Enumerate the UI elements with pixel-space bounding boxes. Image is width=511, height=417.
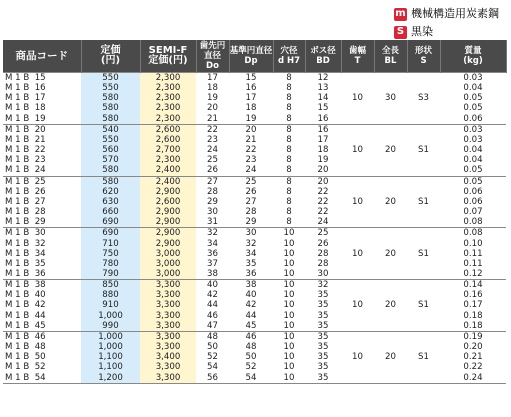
cell-semi: 3,400: [140, 352, 196, 362]
cell-do: 34: [207, 238, 218, 249]
header-semi: SEMI-F 定価(円): [140, 40, 196, 73]
cell-shape: S1: [407, 228, 440, 280]
cell-dp: 20: [229, 124, 273, 135]
cell-boss: 22: [317, 196, 329, 207]
cell-boss: 20: [305, 176, 341, 187]
cell-do: 18: [207, 83, 218, 94]
cell-price: 550: [81, 83, 140, 93]
cell-price: 690: [81, 217, 140, 228]
cell-code: M 1 B 15: [3, 73, 81, 84]
cell-dp: 15: [229, 73, 273, 84]
cell-mass: 0.08: [440, 228, 506, 239]
cell-boss: 20: [317, 165, 329, 176]
cell-dp: 18: [245, 103, 257, 114]
cell-mass: 0.11: [463, 258, 483, 269]
header-code: 商品コード: [3, 40, 81, 73]
cell-bore: 10: [283, 320, 295, 331]
cell-do: 27: [196, 176, 229, 187]
cell-bore: 10: [283, 238, 295, 249]
cell-boss: 35: [317, 372, 329, 383]
cell-code: M 1 B 40: [3, 290, 81, 300]
cell-mass: 0.14: [440, 280, 506, 291]
cell-code: M 1 B 32: [3, 239, 81, 249]
cell-code: M 1 B 18: [3, 103, 81, 113]
header-boss: ボス径 BD: [305, 40, 341, 73]
cell-code: M 1 B 29: [3, 217, 81, 228]
cell-do: 28: [207, 186, 218, 197]
cell-price: 1,100: [81, 352, 140, 362]
cell-mass: 0.18: [463, 320, 483, 331]
cell-do: 21: [207, 113, 218, 124]
cell-dp: 42: [245, 300, 257, 311]
cell-price: 780: [81, 259, 140, 269]
cell-semi: 3,300: [140, 290, 196, 300]
cell-price: 580: [81, 93, 140, 103]
cell-price: 580: [81, 103, 140, 113]
cell-price: 850: [81, 280, 140, 291]
header-width: 歯幅 T: [341, 40, 374, 73]
cell-semi: 2,600: [140, 135, 196, 145]
cell-bore: 8: [286, 145, 292, 156]
cell-semi: 2,900: [140, 228, 196, 239]
cell-price: 910: [81, 300, 140, 310]
cell-bore: 8: [286, 165, 292, 176]
cell-shape: S1: [407, 176, 440, 228]
cell-bore: 8: [286, 83, 292, 94]
cell-dp: 28: [245, 207, 257, 218]
spec-table: [3, 40, 507, 384]
cell-code: M 1 B 27: [3, 197, 81, 207]
cell-price: 660: [81, 207, 140, 217]
cell-boss: 15: [317, 103, 329, 114]
cell-boss: 26: [317, 238, 329, 249]
table-row: [3, 124, 506, 135]
cell-mass: 0.06: [463, 196, 483, 207]
cell-shape: S3: [407, 73, 440, 125]
cell-code: M 1 B 21: [3, 135, 81, 145]
cell-bore: 8: [286, 155, 292, 166]
cell-mass: 0.24: [463, 372, 483, 383]
cell-dp: 16: [245, 83, 257, 94]
cell-code: M 1 B 38: [3, 280, 81, 291]
cell-semi: 2,900: [140, 217, 196, 228]
cell-semi: 3,000: [140, 269, 196, 280]
cell-dp: 36: [245, 268, 257, 279]
cell-boss: 35: [317, 342, 329, 353]
cell-do: 23: [207, 134, 218, 145]
cell-semi: 2,300: [140, 93, 196, 103]
cell-price: 1,000: [81, 342, 140, 352]
header-dp: 基準円直径 Dp: [229, 40, 273, 73]
cell-mass: 0.05: [463, 93, 483, 104]
cell-bore: 10: [283, 258, 295, 269]
cell-do: 26: [207, 165, 218, 176]
cell-code: M 1 B 48: [3, 342, 81, 352]
cell-mass: 0.18: [463, 310, 483, 321]
cell-price: 620: [81, 187, 140, 197]
cell-bore: 8: [286, 113, 292, 124]
cell-price: 630: [81, 197, 140, 207]
cell-bore: 8: [286, 186, 292, 197]
cell-bore: 10: [273, 280, 305, 291]
cell-bore: 8: [273, 176, 305, 187]
cell-dp: 44: [245, 310, 257, 321]
cell-dp: 35: [245, 258, 257, 269]
cell-code: M 1 B 36: [3, 269, 81, 280]
cell-semi: 2,600: [140, 124, 196, 135]
cell-boss: 17: [317, 134, 329, 145]
cell-width: 10: [341, 73, 374, 125]
cell-mass: 0.03: [463, 134, 483, 145]
legend-material-label: 機械構造用炭素鋼: [411, 7, 499, 20]
cell-code: M 1 B 20: [3, 124, 81, 135]
cell-dp: 21: [245, 134, 257, 145]
cell-boss: 19: [317, 155, 329, 166]
cell-price: 550: [81, 73, 140, 84]
header-price: 定価 (円): [81, 40, 140, 73]
cell-mass: 0.06: [463, 113, 483, 124]
cell-dp: 48: [245, 342, 257, 353]
cell-bore: 10: [283, 342, 295, 353]
cell-code: M 1 B 34: [3, 249, 81, 259]
table-row: [3, 73, 506, 84]
cell-bore: 8: [286, 217, 292, 228]
cell-price: 1,100: [81, 362, 140, 372]
cell-dp: 23: [245, 155, 257, 166]
cell-code: M 1 B 28: [3, 207, 81, 217]
cell-code: M 1 B 44: [3, 311, 81, 321]
cell-boss: 35: [317, 300, 329, 311]
header-shape: 形状 S: [407, 40, 440, 73]
cell-width: 10: [341, 124, 374, 176]
cell-price: 1,000: [81, 311, 140, 321]
cell-code: M 1 B 23: [3, 155, 81, 165]
cell-mass: 0.05: [440, 176, 506, 187]
cell-boss: 35: [317, 362, 329, 373]
cell-length: 20: [374, 228, 407, 280]
cell-mass: 0.04: [463, 83, 483, 94]
legend-surface-row: [394, 24, 499, 40]
cell-code: M 1 B 26: [3, 187, 81, 197]
cell-dp: 19: [245, 113, 257, 124]
cell-dp: 32: [245, 238, 257, 249]
cell-dp: 29: [245, 217, 257, 228]
cell-semi: 3,000: [140, 259, 196, 269]
cell-boss: 35: [317, 290, 329, 301]
cell-price: 1,000: [81, 331, 140, 342]
cell-semi: 3,300: [140, 331, 196, 342]
cell-shape: S1: [407, 124, 440, 176]
cell-code: M 1 B 30: [3, 228, 81, 239]
cell-dp: 54: [245, 372, 257, 383]
cell-price: 540: [81, 124, 140, 135]
cell-boss: 30: [317, 268, 329, 279]
surface-badge-icon: S: [394, 26, 407, 39]
cell-do: 46: [207, 310, 218, 321]
cell-code: M 1 B 16: [3, 83, 81, 93]
cell-bore: 10: [283, 268, 295, 279]
cell-semi: 2,300: [140, 114, 196, 125]
cell-mass: 0.08: [463, 217, 483, 228]
cell-code: M 1 B 24: [3, 165, 81, 176]
cell-bore: 10: [283, 300, 295, 311]
table-body: [3, 73, 506, 384]
cell-do: 50: [207, 342, 218, 353]
cell-price: 580: [81, 176, 140, 187]
table-row: [3, 331, 506, 342]
cell-dp: 45: [245, 320, 257, 331]
cell-price: 790: [81, 269, 140, 280]
cell-mass: 0.10: [463, 238, 483, 249]
material-badge-icon: m: [395, 8, 406, 19]
header-do: 歯先円直径 Do: [196, 40, 229, 73]
cell-code: M 1 B 42: [3, 300, 81, 310]
cell-semi: 2,300: [140, 83, 196, 93]
cell-dp: 22: [245, 145, 257, 156]
cell-semi: 2,900: [140, 207, 196, 217]
cell-dp: 34: [245, 248, 257, 259]
cell-price: 750: [81, 249, 140, 259]
cell-semi: 2,400: [140, 165, 196, 176]
cell-bore: 10: [283, 352, 295, 363]
cell-price: 880: [81, 290, 140, 300]
cell-do: 47: [207, 320, 218, 331]
cell-code: M 1 B 50: [3, 352, 81, 362]
header-bore: 穴径 d H7: [273, 40, 305, 73]
cell-price: 550: [81, 135, 140, 145]
cell-mass: 0.20: [463, 342, 483, 353]
cell-price: 560: [81, 145, 140, 155]
cell-bore: 8: [273, 124, 305, 135]
cell-bore: 8: [286, 134, 292, 145]
cell-boss: 24: [317, 217, 329, 228]
cell-bore: 10: [283, 290, 295, 301]
cell-boss: 16: [317, 113, 329, 124]
cell-semi: 2,300: [140, 155, 196, 165]
cell-price: 710: [81, 239, 140, 249]
cell-do: 22: [196, 124, 229, 135]
cell-width: 10: [341, 280, 374, 332]
cell-boss: 28: [317, 258, 329, 269]
cell-width: 10: [341, 228, 374, 280]
cell-length: 20: [374, 176, 407, 228]
cell-code: M 1 B 54: [3, 373, 81, 384]
cell-bore: 8: [286, 196, 292, 207]
cell-mass: 0.04: [463, 145, 483, 156]
cell-boss: 35: [317, 310, 329, 321]
cell-do: 48: [196, 331, 229, 342]
cell-boss: 14: [317, 93, 329, 104]
table-row: [3, 228, 506, 239]
cell-boss: 18: [317, 145, 329, 156]
header-mass: 質量 (kg): [440, 40, 506, 73]
cell-bore: 8: [286, 93, 292, 104]
cell-semi: 2,900: [140, 239, 196, 249]
cell-dp: 50: [245, 352, 257, 363]
cell-boss: 28: [317, 248, 329, 259]
cell-do: 44: [207, 300, 218, 311]
cell-boss: 12: [305, 73, 341, 84]
cell-semi: 3,300: [140, 280, 196, 291]
cell-semi: 3,300: [140, 311, 196, 321]
table-header: [3, 40, 506, 73]
cell-dp: 30: [229, 228, 273, 239]
cell-width: 10: [341, 331, 374, 383]
cell-dp: 24: [245, 165, 257, 176]
legend-material-row: [394, 6, 499, 22]
cell-boss: 35: [317, 320, 329, 331]
cell-price: 1,200: [81, 373, 140, 384]
cell-code: M 1 B 52: [3, 362, 81, 372]
cell-mass: 0.07: [463, 207, 483, 218]
cell-do: 29: [207, 196, 218, 207]
cell-do: 37: [207, 258, 218, 269]
cell-do: 17: [196, 73, 229, 84]
cell-code: M 1 B 46: [3, 331, 81, 342]
legend-surface-label: 黒染: [411, 25, 433, 38]
cell-dp: 17: [245, 93, 257, 104]
cell-code: M 1 B 17: [3, 93, 81, 103]
cell-semi: 2,600: [140, 197, 196, 207]
cell-boss: 13: [317, 83, 329, 94]
cell-mass: 0.17: [463, 300, 483, 311]
cell-bore: 10: [283, 362, 295, 373]
cell-do: 42: [207, 290, 218, 301]
cell-mass: 0.06: [463, 186, 483, 197]
table-row: [3, 280, 506, 291]
cell-dp: 27: [245, 196, 257, 207]
cell-bore: 8: [273, 73, 305, 84]
cell-mass: 0.03: [440, 73, 506, 84]
cell-semi: 2,300: [140, 103, 196, 113]
cell-semi: 3,300: [140, 362, 196, 372]
cell-boss: 22: [317, 207, 329, 218]
cell-length: 20: [374, 280, 407, 332]
cell-semi: 3,300: [140, 321, 196, 332]
cell-code: M 1 B 45: [3, 321, 81, 332]
cell-bore: 8: [286, 207, 292, 218]
cell-do: 24: [207, 145, 218, 156]
cell-do: 32: [196, 228, 229, 239]
cell-do: 56: [207, 372, 218, 383]
cell-do: 52: [207, 352, 218, 363]
cell-dp: 26: [245, 186, 257, 197]
cell-dp: 52: [245, 362, 257, 373]
cell-boss: 32: [305, 280, 341, 291]
table-row: [3, 176, 506, 187]
cell-code: M 1 B 22: [3, 145, 81, 155]
cell-boss: 35: [305, 331, 341, 342]
cell-length: 20: [374, 124, 407, 176]
cell-price: 990: [81, 321, 140, 332]
cell-mass: 0.22: [463, 362, 483, 373]
cell-length: 20: [374, 331, 407, 383]
header-length: 全長 BL: [374, 40, 407, 73]
cell-boss: 16: [305, 124, 341, 135]
cell-price: 580: [81, 114, 140, 125]
cell-bore: 10: [273, 228, 305, 239]
cell-code: M 1 B 19: [3, 114, 81, 125]
cell-mass: 0.05: [463, 103, 483, 114]
cell-dp: 40: [245, 290, 257, 301]
cell-boss: 35: [317, 352, 329, 363]
cell-mass: 0.19: [440, 331, 506, 342]
cell-semi: 2,400: [140, 176, 196, 187]
cell-do: 38: [207, 268, 218, 279]
cell-boss: 22: [317, 186, 329, 197]
cell-mass: 0.21: [463, 352, 483, 363]
cell-mass: 0.04: [463, 155, 483, 166]
cell-do: 31: [207, 217, 218, 228]
cell-semi: 2,900: [140, 187, 196, 197]
cell-do: 36: [207, 248, 218, 259]
cell-shape: S1: [407, 280, 440, 332]
cell-do: 54: [207, 362, 218, 373]
cell-mass: 0.05: [463, 165, 483, 176]
cell-dp: 25: [229, 176, 273, 187]
cell-mass: 0.11: [463, 248, 483, 259]
cell-do: 40: [196, 280, 229, 291]
cell-semi: 3,000: [140, 249, 196, 259]
cell-price: 570: [81, 155, 140, 165]
cell-mass: 0.03: [440, 124, 506, 135]
cell-width: 10: [341, 176, 374, 228]
cell-do: 25: [207, 155, 218, 166]
cell-price: 580: [81, 165, 140, 176]
cell-mass: 0.12: [463, 268, 483, 279]
cell-semi: 3,300: [140, 342, 196, 352]
cell-do: 20: [207, 103, 218, 114]
cell-bore: 10: [283, 310, 295, 321]
cell-mass: 0.16: [463, 290, 483, 301]
cell-dp: 46: [229, 331, 273, 342]
cell-do: 30: [207, 207, 218, 218]
cell-price: 690: [81, 228, 140, 239]
cell-boss: 25: [305, 228, 341, 239]
cell-bore: 10: [283, 248, 295, 259]
cell-semi: 2,300: [140, 73, 196, 84]
cell-semi: 3,300: [140, 300, 196, 310]
cell-length: 30: [374, 73, 407, 125]
cell-bore: 8: [286, 103, 292, 114]
cell-code: M 1 B 25: [3, 176, 81, 187]
cell-code: M 1 B 35: [3, 259, 81, 269]
material-legend: [394, 6, 499, 42]
cell-semi: 2,700: [140, 145, 196, 155]
cell-bore: 10: [273, 331, 305, 342]
cell-bore: 10: [283, 372, 295, 383]
cell-shape: S1: [407, 331, 440, 383]
cell-dp: 38: [229, 280, 273, 291]
cell-do: 19: [207, 93, 218, 104]
cell-semi: 3,300: [140, 373, 196, 384]
